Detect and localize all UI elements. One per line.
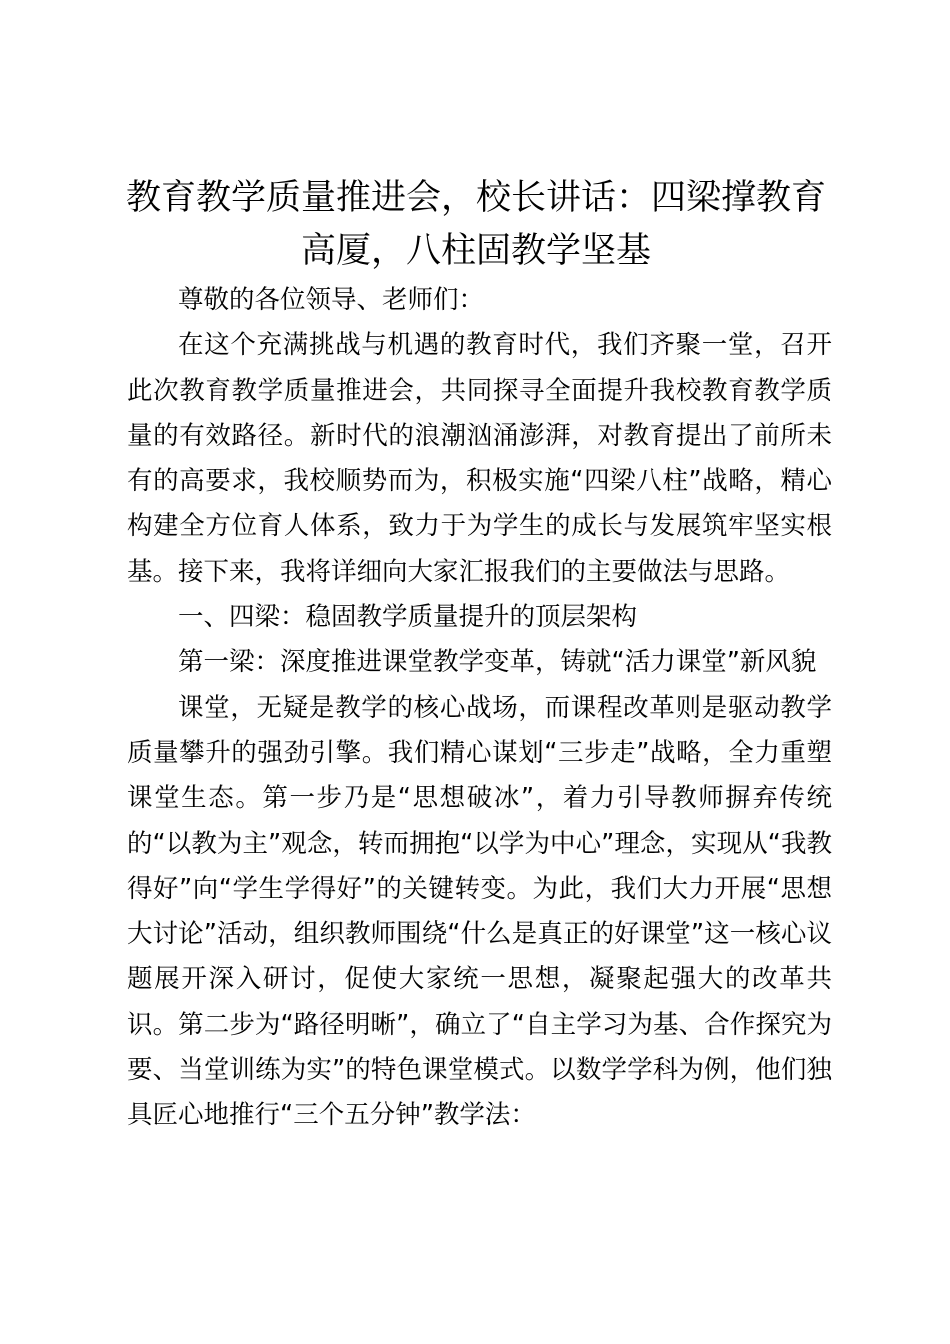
subheading-first-beam: 第一梁：深度推进课堂教学变革，铸就“活力课堂”新风貌 bbox=[178, 647, 817, 678]
salutation-paragraph: 尊敬的各位领导、老师们： bbox=[178, 285, 485, 315]
document-body bbox=[127, 278, 832, 1139]
section-heading-four-beams: 一、四梁：稳固教学质量提升的顶层架构 bbox=[178, 602, 638, 633]
classroom-reform-paragraph: 课堂，无疑是教学的核心战场，而课程改革则是驱动教学质量攀升的强劲引擎。我们精心谋划“三步走”战略，全力重塑课堂生态。第一步乃是“思想破冰”，着力引导教师摒弃传统的“以教为主”观念，转而拥抱“以学为中心”理念，实现从“我教得好”向“学生学得好”的关键转变。为此，我们大力开展“思想大讨论”活动，组织教师围绕“什么是真正的好课堂”这一核心议题展开深入研讨，促使大家统一思想，凝聚起强大的改革共识。第二步为“路径明晰”，确立了“自主学习为基、合作探究为要、当堂训练为实”的特色课堂模式。以数学学科为例，他们独具匠心地推行“三个五分钟”教学法： bbox=[127, 692, 832, 1131]
document-title: 教育教学质量推进会，校长讲话：四梁撑教育高厦，八柱固教学坚基 bbox=[125, 178, 826, 271]
intro-paragraph: 在这个充满挑战与机遇的教育时代，我们齐聚一堂，召开此次教育教学质量推进会，共同探寻全面提升我校教育教学质量的有效路径。新时代的浪潮汹涌澎湃，对教育提出了前所未有的高要求，我校顺势而为，积极实施“四梁八柱”战略，精心构建全方位育人体系，致力于为学生的成长与发展筑牢坚实根基。接下来，我将详细向大家汇报我们的主要做法与思路。 bbox=[127, 330, 832, 587]
